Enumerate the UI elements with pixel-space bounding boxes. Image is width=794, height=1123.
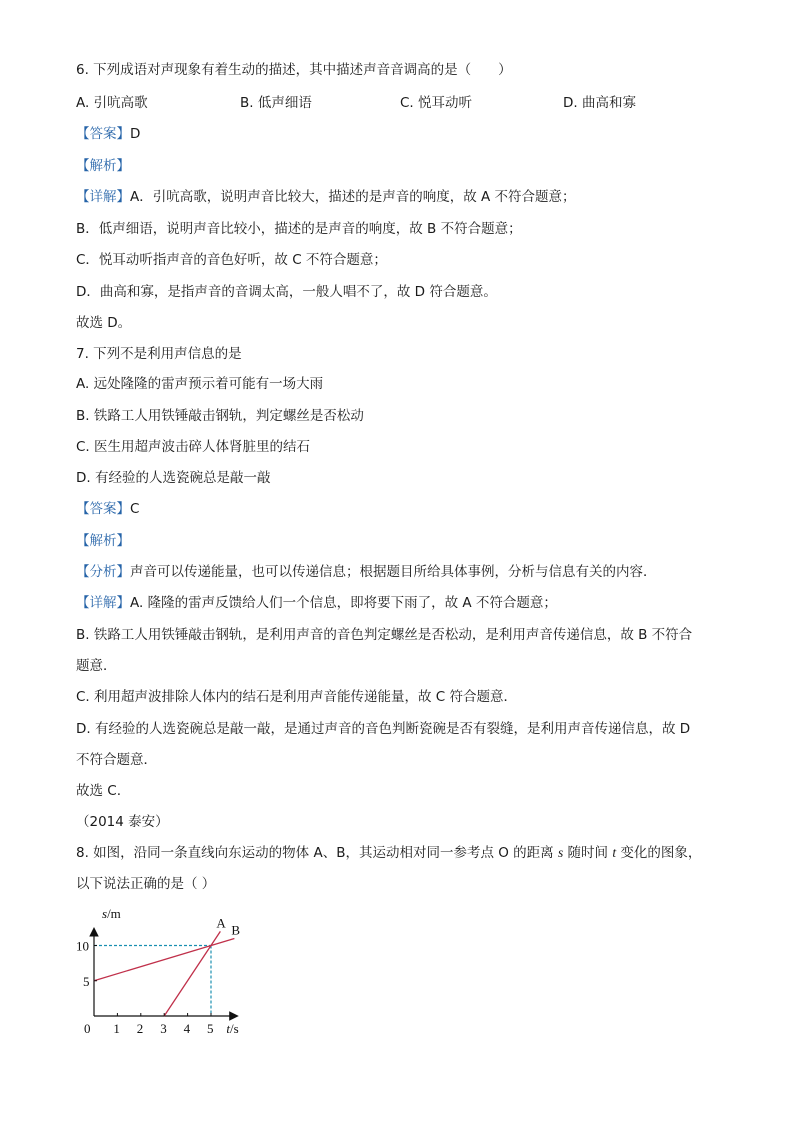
q7-detail-line-2: B. 铁路工人用铁锤敲击钢轨，是利用声音的音色判定螺丝是否松动，是利用声音传递信息，故 B 不符合 (76, 627, 693, 643)
q8-stem-part-a: 8. 如图，沿同一条直线向东运动的物体 A、B，其运动相对同一参考点 O 的距离 (76, 845, 558, 861)
q7-option-b: B. 铁路工人用铁锤敲击钢轨，判定螺丝是否松动 (76, 408, 364, 424)
q6-answer-line (76, 124, 140, 144)
q7-detail-line-3: 题意． (76, 658, 117, 674)
x-tick-label-3: 3 (160, 1021, 167, 1036)
series-line-a (164, 931, 220, 1016)
q7-answer-tag: 【答案】 (76, 501, 130, 517)
q6-detail-line-3: C．悦耳动听指声音的音色好听，故 C 不符合题意； (76, 252, 387, 268)
x-tick-label-2: 2 (136, 1021, 144, 1036)
q7-option-c: C. 医生用超声波击碎人体肾脏里的结石 (76, 439, 311, 455)
q6-detail-tag: 【详解】 (76, 189, 130, 205)
q7-analysis2-text: 声音可以传递能量，也可以传递信息；根据题目所给具体事例，分析与信息有关的内容． (130, 564, 657, 580)
q8-stem-part-b: 随时间 (563, 845, 613, 861)
q8-stem-part-c: 变化的图象， (616, 845, 702, 861)
q7-conclusion: 故选 C. (76, 783, 122, 799)
q7-analysis-tag: 【解析】 (76, 533, 130, 549)
q7-detail-line-1 (76, 593, 557, 613)
x-tick-label-0: 0 (84, 1021, 91, 1036)
series-label-a: A (216, 915, 226, 931)
q7-option-a: A. 远处隆隆的雷声预示着可能有一场大雨 (76, 376, 324, 392)
q6-option-a: A. 引吭高歌 (76, 95, 148, 111)
q6-option-d: D. 曲高和寡 (563, 95, 636, 111)
q8-s-variable: s (557, 845, 564, 860)
y-axis-label: s/m (102, 906, 121, 921)
q6-detail-text-1: A．引吭高歌，说明声音比较大，描述的是声音的响度，故 A 不符合题意； (130, 189, 576, 205)
st-graph (76, 902, 280, 1042)
q6-stem: 6. 下列成语对声现象有着生动的描述，其中描述声音音调高的是（ ） (76, 62, 512, 78)
q6-answer: D (130, 126, 141, 142)
source-note: （2014 泰安） (76, 814, 169, 830)
q6-option-b: B. 低声细语 (240, 95, 312, 111)
q6-conclusion: 故选 D。 (76, 315, 132, 331)
q6-detail-line-2: B．低声细语，说明声音比较小，描述的是声音的响度，故 B 不符合题意； (76, 221, 522, 237)
q7-detail-line-5: D. 有经验的人选瓷碗总是敲一敲，是通过声音的音色判断瓷碗是否有裂缝，是利用声音传递信息，故 D (76, 721, 691, 737)
q7-stem: 7. 下列不是利用声信息的是 (76, 346, 242, 362)
q7-analysis-line (76, 562, 657, 582)
series-label-b: B (231, 922, 241, 938)
q7-answer: C (130, 501, 140, 517)
q7-detail-line-4: C. 利用超声波排除人体内的结石是利用声音能传递能量，故 C 符合题意． (76, 689, 518, 705)
x-axis-label: t/s (226, 1021, 239, 1036)
x-tick-label-1: 1 (113, 1021, 120, 1036)
q7-detail-text-1: A. 隆隆的雷声反馈给人们一个信息，即将要下雨了，故 A 不符合题意； (130, 595, 557, 611)
q7-option-d: D. 有经验的人选瓷碗总是敲一敲 (76, 470, 271, 486)
x-tick-label-4: 4 (183, 1021, 191, 1036)
y-tick-label-5: 5 (83, 973, 90, 989)
q7-answer-line (76, 499, 139, 519)
q7-detail-tag: 【详解】 (76, 595, 130, 611)
q6-detail-line-1 (76, 187, 576, 207)
series-line-b (94, 938, 234, 980)
q7-detail-line-6: 不符合题意． (76, 752, 157, 768)
q8-stem-line-1 (76, 843, 701, 863)
x-tick-label-5: 5 (207, 1021, 214, 1036)
q6-detail-line-4: D．曲高和寡，是指声音的音调太高，一般人唱不了，故 D 符合题意。 (76, 284, 497, 300)
q6-analysis-tag: 【解析】 (76, 158, 130, 174)
q8-t-variable: t (612, 845, 617, 860)
q6-answer-tag: 【答案】 (76, 126, 130, 142)
y-tick-label-10: 10 (76, 938, 89, 954)
q8-stem-line-2: 以下说法正确的是（ ） (76, 876, 216, 892)
q6-option-c: C. 悦耳动听 (400, 95, 473, 111)
q7-analysis2-tag: 【分析】 (76, 564, 130, 580)
